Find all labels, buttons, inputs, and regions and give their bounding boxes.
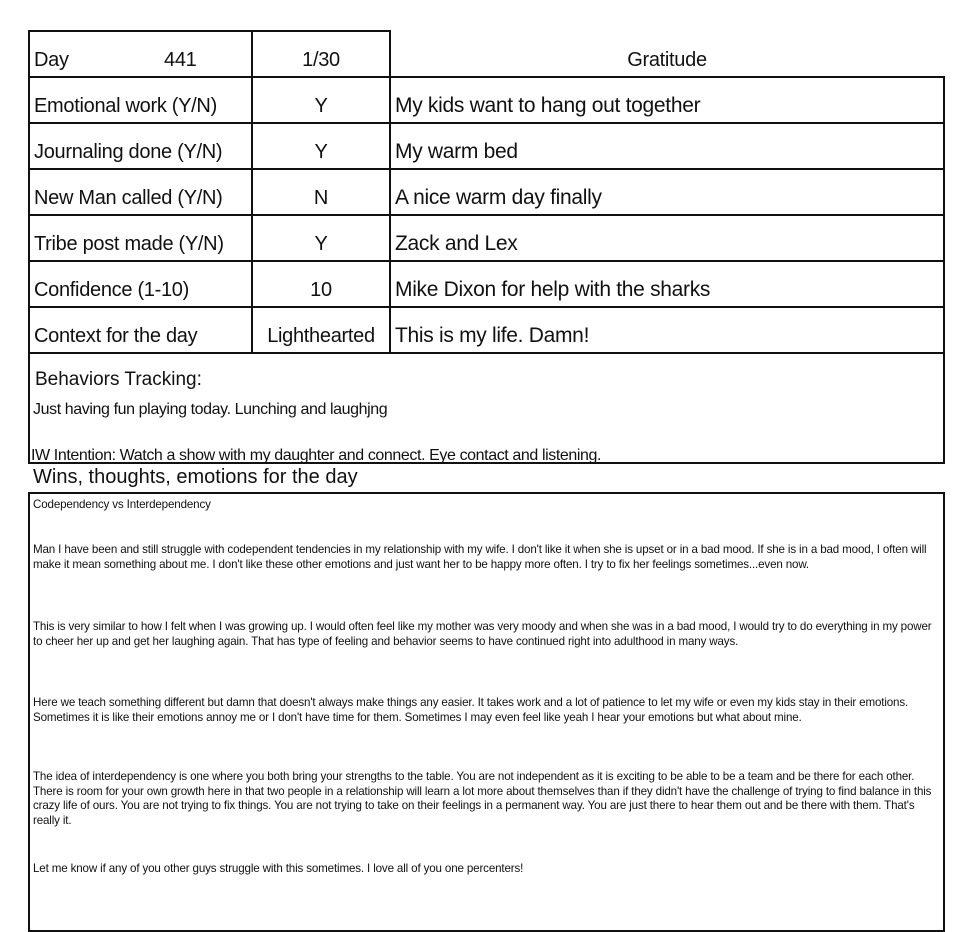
date: 1/30	[302, 49, 340, 71]
wins-paragraph: The idea of interdependency is one where you both bring your strengths to the table. You are not independent as it is exciting to be able to be a team and be there for each other. There is room for your own growth here in that two people in a relationship will learn a lot more about themselves than if they didn't have the challenge of trying to find balance in this crazy life of ours. You are not trying to fix things. You are not trying to take on their feelings in a permanent way. You are just there to hear them out and be there with them. That's really it.	[33, 770, 932, 827]
row-label: Context for the day	[34, 325, 198, 347]
wins-paragraph: This is very similar to how I felt when I was growing up. I would often feel like my mother was very moody and when she was in a bad mood, I would try to do everything in my power to cheer her up and get her laughing again. That has type of feeling and behavior seems to have continued right into adulthood in many ways.	[33, 620, 932, 648]
gratitude-item: My kids want to hang out together	[395, 94, 701, 117]
row-label: Tribe post made (Y/N)	[34, 233, 224, 255]
row-value: Y	[314, 95, 328, 117]
behaviors-text: Just having fun playing today. Lunching and laughjng	[33, 401, 388, 418]
row-value: Lighthearted	[267, 325, 375, 347]
gratitude-item: Zack and Lex	[395, 232, 518, 255]
day-number: 441	[164, 49, 197, 71]
divider	[28, 462, 945, 464]
row-label: New Man called (Y/N)	[34, 187, 223, 209]
row-label: Emotional work (Y/N)	[34, 95, 217, 117]
wins-heading: Codependency vs Interdependency	[33, 498, 211, 511]
intention-text: IW Intention: Watch a show with my daughter and connect. Eye contact and listening.	[31, 447, 602, 462]
divider	[943, 76, 945, 464]
row-label: Journaling done (Y/N)	[34, 141, 223, 163]
wins-title: Wins, thoughts, emotions for the day	[33, 466, 358, 488]
gratitude-item: Mike Dixon for help with the sharks	[395, 278, 711, 301]
wins-paragraph: Here we teach something different but damn that doesn't always make things any easier. It takes work and a lot of patience to let my wife or even my kids stay in their emotions. Sometimes it is like their emotions annoy me or I don't have time for them. Sometimes I may even feel like yeah I hear your emotions but what about mine.	[33, 696, 909, 724]
gratitude-item: This is my life. Damn!	[395, 324, 590, 347]
gratitude-item: A nice warm day finally	[395, 186, 602, 209]
wins-paragraph: Man I have been and still struggle with codependent tendencies in my relationship with my wife. I don't like it when she is upset or in a bad mood. If she is in a bad mood, I often will make it mean something about me. I don't like these other emotions and just want her to be happy more often. I try to fix her feelings sometimes...even now.	[33, 543, 927, 571]
row-value: Y	[314, 141, 328, 163]
row-value: N	[313, 187, 329, 209]
row-label: Confidence (1-10)	[34, 279, 189, 301]
divider	[28, 352, 945, 354]
gratitude-item: My warm bed	[395, 140, 518, 163]
wins-paragraph: Let me know if any of you other guys struggle with this sometimes. I love all of you one percenters!	[33, 862, 524, 875]
gratitude-title: Gratitude	[627, 49, 707, 71]
row-value: 10	[310, 279, 332, 301]
day-label: Day	[34, 49, 69, 71]
behaviors-title: Behaviors Tracking:	[35, 369, 202, 390]
row-value: Y	[314, 233, 328, 255]
